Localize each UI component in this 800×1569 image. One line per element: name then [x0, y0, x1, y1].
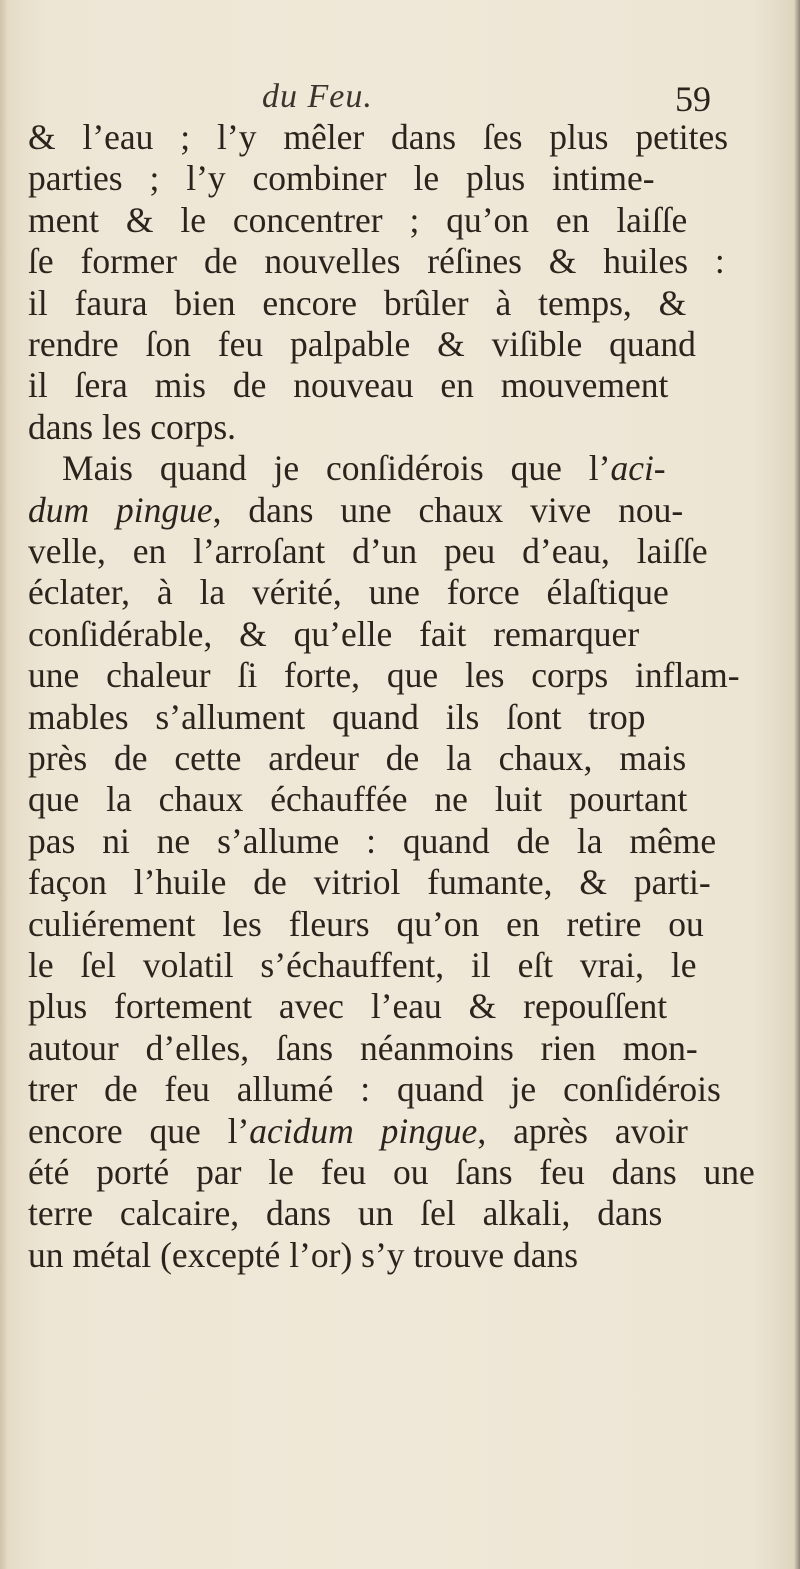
text-line-content: [28, 407, 236, 447]
text-run: rendre ſon feu palpable & viſible quand: [28, 324, 696, 364]
text-line-content: [28, 821, 716, 861]
text-line: [0, 324, 800, 364]
text-line: [0, 158, 800, 198]
text-line: [0, 365, 800, 405]
text-run: culiérement les fleurs qu’on en retire ou: [28, 903, 704, 944]
text-line: [0, 1028, 800, 1068]
text-run: façon l’huile de vitriol fumante, & parti-: [28, 862, 711, 903]
text-line-content: [28, 1069, 721, 1109]
text-run: il ſera mis de nouveau en mouvement: [28, 365, 669, 406]
text-run: pas ni ne s’allume : quand de la même: [28, 820, 717, 861]
text-line-content: [28, 904, 704, 944]
text-line-content: [28, 531, 708, 571]
text-line: [0, 738, 800, 778]
text-run: éclater, à la vérité, une force élaſtique: [28, 572, 669, 613]
text-line: [0, 1235, 800, 1275]
text-run: & l’eau ; l’y mêler dans ſes plus petites: [28, 117, 729, 157]
text-run: , après avoir: [477, 1110, 688, 1151]
text-line: [0, 531, 800, 571]
text-line: [0, 779, 800, 819]
text-line-content: [28, 1111, 688, 1151]
text-line-content: [28, 697, 646, 737]
text-line-content: [28, 117, 728, 157]
text-line: [0, 1152, 800, 1192]
text-run: plus fortement avec l’eau & repouſſent: [28, 986, 668, 1027]
text-line-content: [28, 283, 686, 323]
text-line-content: [28, 365, 668, 405]
text-line: [0, 407, 800, 447]
text-line-content: [28, 945, 696, 985]
text-line-content: [28, 738, 686, 778]
text-run: trer de feu allumé : quand je conſidérois: [28, 1069, 721, 1110]
text-run: Mais quand je conſidérois que l’: [62, 448, 611, 489]
text-line-content: [28, 324, 696, 364]
text-run: un métal (excepté l’or) s’y trouve dans: [28, 1234, 579, 1275]
text-line-content: [28, 241, 725, 281]
text-run: encore que l’: [28, 1110, 250, 1151]
text-run: il faura bien encore brûler à temps, &: [28, 282, 687, 323]
text-line: [0, 821, 800, 861]
text-run: été porté par le feu ou ſans feu dans une: [28, 1152, 755, 1192]
text-line-content: [28, 655, 740, 695]
text-line: [0, 1111, 800, 1151]
text-run: que la chaux échauffée ne luit pourtant: [28, 779, 688, 820]
text-run: , dans une chaux vive nou-: [212, 489, 684, 530]
text-run: ſe former de nouvelles réſines & huiles :: [28, 241, 725, 282]
text-run: conſidérable, & qu’elle fait remarquer: [28, 613, 640, 654]
page-number: 59: [675, 79, 711, 119]
text-line: [0, 572, 800, 612]
text-line-content: [28, 1028, 698, 1068]
text-line: [0, 283, 800, 323]
text-run: près de cette ardeur de la chaux, mais: [28, 738, 687, 778]
text-line: [0, 614, 800, 654]
text-run: parties ; l’y combiner le plus intime-: [28, 158, 655, 199]
italic-text: dum pingue: [28, 489, 213, 530]
text-run: terre calcaire, dans un ſel alkali, dans: [28, 1193, 663, 1234]
text-line-content: [28, 614, 639, 654]
text-line-content: [28, 1235, 578, 1275]
italic-text: acidum pingue: [249, 1110, 478, 1151]
text-line-content: [28, 490, 683, 530]
text-line: [0, 655, 800, 695]
running-title: du Feu.: [262, 78, 373, 115]
text-line-content: [28, 862, 711, 902]
text-line: [0, 697, 800, 737]
text-line: [0, 241, 800, 281]
text-line-content: [28, 1152, 755, 1192]
text-line: [0, 117, 800, 157]
text-line-content: [28, 986, 667, 1026]
text-line: [0, 200, 800, 240]
text-run: ment & le concentrer ; qu’on en laiſſe: [28, 199, 688, 240]
text-line: [0, 1069, 800, 1109]
text-line: [0, 904, 800, 944]
text-run: dans les corps.: [28, 406, 237, 447]
text-run: mables s’allument quand ils ſont trop: [28, 696, 646, 737]
text-line-content: [28, 572, 669, 612]
text-line: [0, 1193, 800, 1233]
text-line: [0, 448, 800, 488]
text-line-content: [28, 779, 687, 819]
text-run: autour d’elles, ſans néanmoins rien mon-: [28, 1027, 698, 1068]
text-line: [0, 490, 800, 530]
text-run: velle, en l’arroſant d’un peu d’eau, laiſſe: [28, 531, 708, 571]
text-line-content: [28, 158, 655, 198]
text-line: [0, 986, 800, 1026]
text-line-content: [62, 448, 666, 488]
text-line-content: [28, 200, 687, 240]
text-line: [0, 945, 800, 985]
italic-text: aci-: [610, 448, 666, 489]
text-line: [0, 862, 800, 902]
text-line-content: [28, 1193, 662, 1233]
text-run: une chaleur ſi forte, que les corps inflam-: [28, 655, 740, 696]
text-run: le ſel volatil s’échauffent, il eſt vrai, le: [28, 945, 697, 985]
